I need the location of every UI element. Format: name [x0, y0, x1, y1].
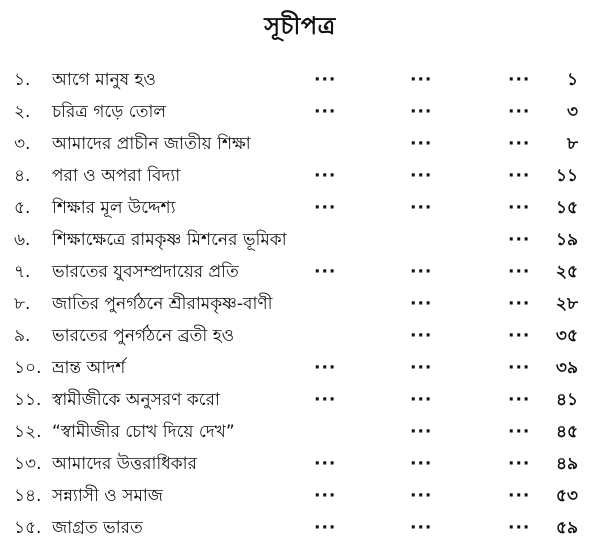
- dot-leader: ···: [410, 166, 433, 186]
- dot-leader: ···: [410, 198, 433, 218]
- toc-entry: [14, 128, 586, 160]
- toc-entry: [14, 480, 586, 512]
- entry-page-number: ৮: [566, 134, 578, 154]
- dot-leader: ···: [410, 134, 433, 154]
- entry-title: আগে মানুষ হও: [52, 70, 156, 90]
- entry-page-number: ২৮: [555, 294, 578, 314]
- dot-leader: ···: [508, 518, 531, 538]
- dot-leader: ···: [410, 294, 433, 314]
- dot-leader: ···: [314, 486, 337, 506]
- entry-title: শিক্ষার মূল উদ্দেশ্য: [52, 198, 176, 218]
- entry-number: ১২.: [14, 422, 42, 442]
- entry-title: পরা ও অপরা বিদ্যা: [52, 166, 181, 186]
- dot-leader: ···: [314, 198, 337, 218]
- entry-number: ৪.: [14, 166, 31, 186]
- entry-number: ১০.: [14, 358, 42, 378]
- entry-page-number: ১১: [555, 166, 578, 186]
- entry-title: “স্বামীজীর চোখ দিয়ে দেখ”: [52, 422, 235, 442]
- entry-page-number: ১৯: [555, 230, 578, 250]
- entry-number: ১.: [14, 70, 31, 90]
- dot-leader: ···: [508, 262, 531, 282]
- toc-entry: [14, 96, 586, 128]
- dot-leader: ···: [314, 102, 337, 122]
- entry-title: ভারতের যুবসম্প্রদায়ের প্রতি: [52, 262, 239, 282]
- entry-number: ৫.: [14, 198, 31, 218]
- entry-title: স্বামীজীকে অনুসরণ করো: [52, 390, 220, 410]
- entry-number: ৭.: [14, 262, 31, 282]
- entry-title: শিক্ষাক্ষেত্রে রামকৃষ্ণ মিশনের ভূমিকা: [52, 230, 287, 250]
- entry-page-number: ৪৯: [555, 454, 578, 474]
- dot-leader: ···: [508, 326, 531, 346]
- dot-leader: ···: [508, 454, 531, 474]
- dot-leader: ···: [410, 390, 433, 410]
- page-title: সূচীপত্র: [264, 12, 336, 40]
- entry-page-number: ৫৯: [555, 518, 578, 538]
- table-of-contents: [14, 64, 586, 544]
- entry-page-number: ৪৫: [555, 422, 578, 442]
- dot-leader: ···: [508, 294, 531, 314]
- dot-leader: ···: [314, 390, 337, 410]
- toc-entry: [14, 288, 586, 320]
- toc-entry: [14, 320, 586, 352]
- dot-leader: ···: [508, 358, 531, 378]
- entry-title: আমাদের প্রাচীন জাতীয় শিক্ষা: [52, 134, 251, 154]
- dot-leader: ···: [314, 518, 337, 538]
- toc-entry: [14, 224, 586, 256]
- toc-entry: [14, 416, 586, 448]
- entry-number: ১৫.: [14, 518, 42, 538]
- dot-leader: ···: [508, 390, 531, 410]
- entry-title: ভারতের পুনর্গঠনে ব্রতী হও: [52, 326, 235, 346]
- dot-leader: ···: [410, 326, 433, 346]
- entry-number: ২.: [14, 102, 31, 122]
- dot-leader: ···: [410, 518, 433, 538]
- entry-title: জাগ্রত ভারত: [52, 518, 143, 538]
- entry-page-number: ৩৫: [555, 326, 578, 346]
- dot-leader: ···: [410, 486, 433, 506]
- entry-page-number: ৩৯: [555, 358, 578, 378]
- dot-leader: ···: [410, 102, 433, 122]
- dot-leader: ···: [314, 358, 337, 378]
- toc-entry: [14, 160, 586, 192]
- dot-leader: ···: [508, 198, 531, 218]
- entry-number: ৯.: [14, 326, 31, 346]
- dot-leader: ···: [314, 454, 337, 474]
- toc-entry: [14, 384, 586, 416]
- entry-number: ৮.: [14, 294, 31, 314]
- entry-title: চরিত্র গড়ে তোল: [52, 102, 167, 122]
- dot-leader: ···: [410, 262, 433, 282]
- dot-leader: ···: [410, 422, 433, 442]
- entry-number: ৬.: [14, 230, 31, 250]
- entry-number: ১৪.: [14, 486, 42, 506]
- toc-entry: [14, 448, 586, 480]
- dot-leader: ···: [410, 70, 433, 90]
- entry-title: আমাদের উত্তরাধিকার: [52, 454, 197, 474]
- dot-leader: ···: [314, 166, 337, 186]
- entry-number: ১১.: [14, 390, 42, 410]
- dot-leader: ···: [508, 134, 531, 154]
- dot-leader: ···: [410, 454, 433, 474]
- entry-page-number: ২৫: [555, 262, 578, 282]
- entry-title: সন্ন্যাসী ও সমাজ: [52, 486, 164, 506]
- entry-page-number: ১৫: [555, 198, 578, 218]
- toc-entry: [14, 192, 586, 224]
- entry-page-number: ৫৩: [555, 486, 578, 506]
- entry-title: ভ্রান্ত আদর্শ: [52, 358, 126, 378]
- entry-page-number: ১: [566, 70, 578, 90]
- dot-leader: ···: [508, 486, 531, 506]
- dot-leader: ···: [314, 262, 337, 282]
- dot-leader: ···: [410, 358, 433, 378]
- dot-leader: ···: [508, 422, 531, 442]
- entry-number: ১৩.: [14, 454, 42, 474]
- entry-number: ৩.: [14, 134, 31, 154]
- dot-leader: ···: [314, 70, 337, 90]
- toc-entry: [14, 512, 586, 544]
- dot-leader: ···: [508, 70, 531, 90]
- toc-entry: [14, 352, 586, 384]
- dot-leader: ···: [508, 230, 531, 250]
- dot-leader: ···: [508, 166, 531, 186]
- dot-leader: ···: [508, 102, 531, 122]
- entry-title: জাতির পুনর্গঠনে শ্রীরামকৃষ্ণ-বাণী: [52, 294, 273, 314]
- toc-entry: [14, 256, 586, 288]
- toc-entry: [14, 64, 586, 96]
- entry-page-number: ৪১: [555, 390, 578, 410]
- entry-page-number: ৩: [566, 102, 578, 122]
